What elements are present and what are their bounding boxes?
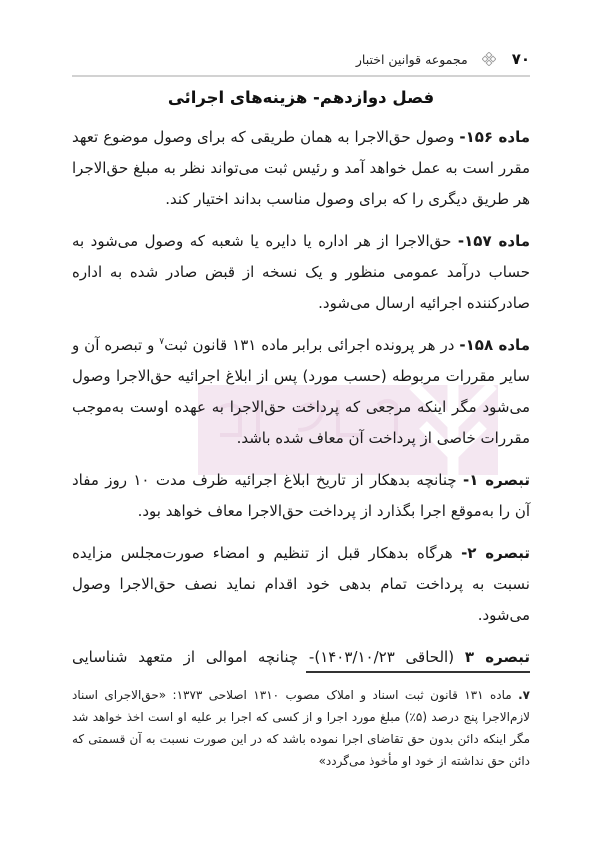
note-heading: تبصره ۱- [463,471,530,489]
article-heading: ماده ۱۵۷- [457,232,530,250]
article-158 [72,330,530,454]
note-heading: تبصره ۲- [461,544,530,562]
note-3 [72,642,530,673]
book-title: مجموعه قوانین اختبار [355,51,468,67]
page-number: ۷۰ [511,50,530,68]
running-header [72,47,530,71]
footnotes [72,684,530,772]
footnote-text: ماده ۱۳۱ قانون ثبت اسناد و املاک مصوب ۱۳۱۰ اصلاحی ۱۳۷۳: «حق‌الاجرای اسناد لازم‌الاجرا پنج درصد (۵٪) مبلغ مورد اجرا و از کسی که اجرا بر علیه او است اخذ خواهد شد مگر اینکه دائن بدون حق تقاضای اجرا نموده باشد که در این صورت نسبت به آن قسمتی که دائن حق نداشته از خود او مأخوذ می‌گردد» [72,688,531,768]
note-heading: تبصره ۳ [464,648,530,666]
body-text [72,122,530,684]
article-heading: ماده ۱۵۶- [459,128,530,146]
article-156 [72,122,530,215]
footnote-reference[interactable]: ۷ [159,337,165,347]
chapter-title: فصل دوازدهم- هزینه‌های اجرائی [167,88,435,107]
note-text: چنانچه بدهکار از تاریخ ابلاغ اجرائیه ظرف مدت ۱۰ روز مفاد آن را به‌موقع اجرا بگذارد از پرداخت حق‌الاجرا معاف خواهد بود. [72,471,530,520]
article-text: در هر پرونده اجرائی برابر ماده ۱۳۱ قانون ثبت [164,336,460,354]
article-157 [72,226,530,319]
article-text: حق‌الاجرا از هر اداره یا دایره یا شعبه که وصول می‌شود به حساب درآمد عمومی منظور و یک نسخه از قبض صادر شده به اداره صادرکننده اجرائیه ارسال می‌شود. [72,232,530,312]
note-text: (الحاقی ۱۴۰۳/۱۰/۲۳)- چنانچه اموالی از متعهد شناسایی [72,648,465,666]
note-2 [72,538,530,631]
article-text: وصول حق‌الاجرا به همان طریقی که برای وصول موضوع تعهد مقرر است به عمل خواهد آمد و رئیس ثبت می‌تواند نظر به مبلغ حق‌الاجرا هر طریق دیگری را که برای وصول مناسب بداند اختیار کند. [72,128,530,208]
header-divider [72,75,530,77]
article-text: و تبصره آن و سایر مقررات مربوطه (حسب مورد) پس از ابلاغ اجرائیه حق‌الاجرا وصول می‌شود مگر اینکه مرجعی که پرداخت حق‌الاجرا به عهده اوست به‌موجب مقررات خاصی از پرداخت آن معاف شده باشد. [72,336,530,447]
note-1 [72,465,530,527]
footnote-number: ۷. [518,688,530,702]
book-page [72,0,530,850]
footnote-7 [72,684,530,772]
diamond-ornament-icon [482,52,496,66]
article-heading: ماده ۱۵۸- [459,336,530,354]
note-text: هرگاه بدهکار قبل از تنظیم و امضاء صورت‌مجلس مزایده نسبت به پرداخت تمام بدهی خود اقدام نماید نصف حق‌الاجرا وصول می‌شود. [72,544,530,624]
